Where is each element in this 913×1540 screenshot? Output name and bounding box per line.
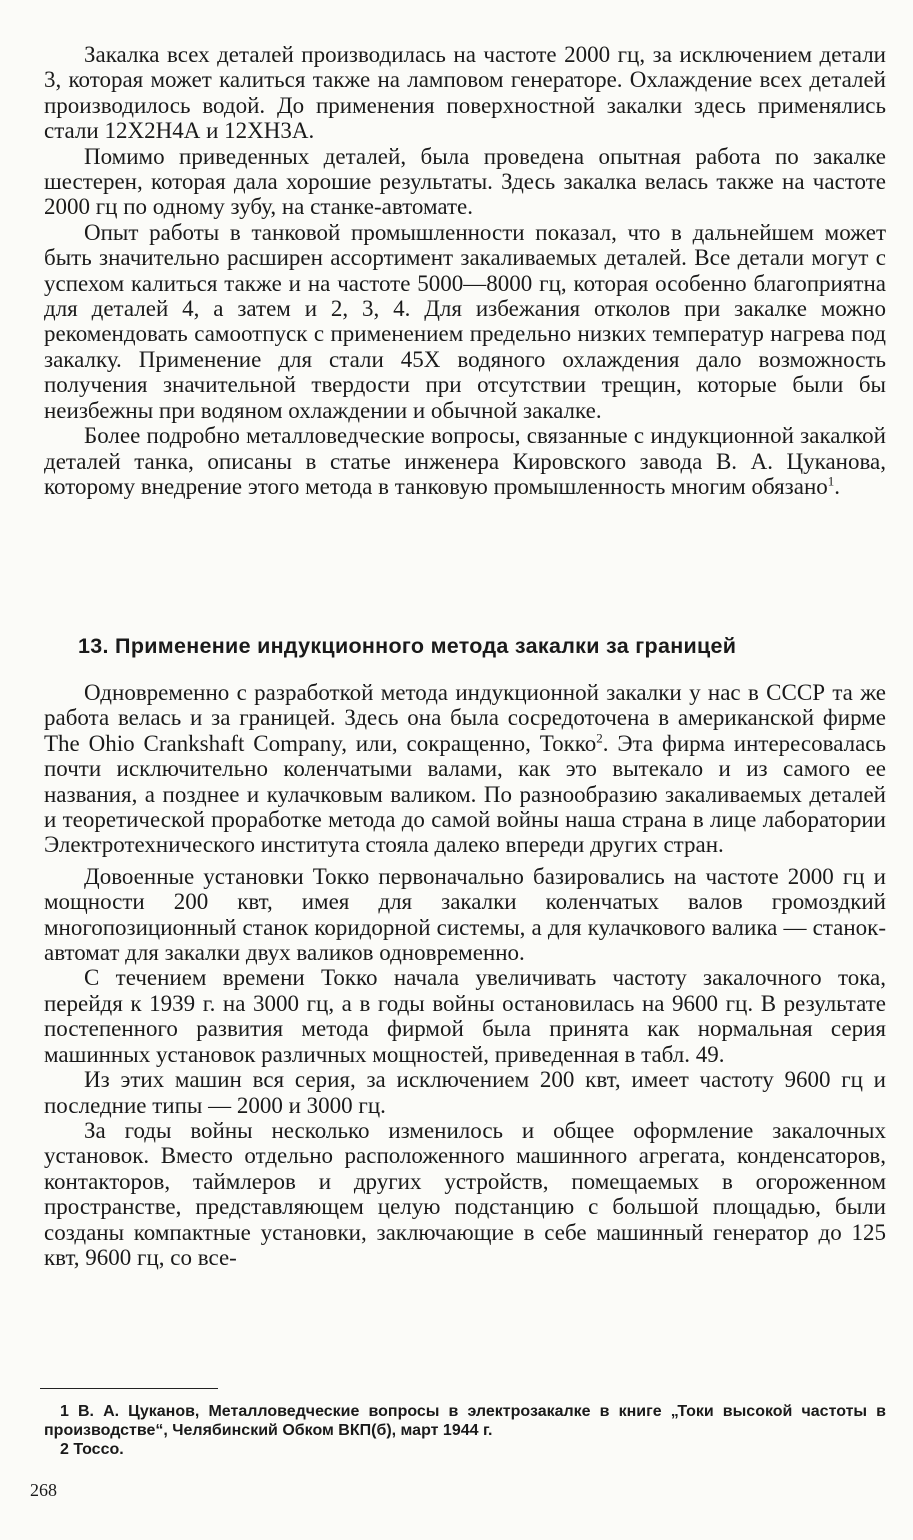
- footnote-ref-2[interactable]: 2: [596, 730, 603, 746]
- paragraph-series: Из этих машин вся серия, за исключением 200 квт, имеет частоту 9600 гц и последние типы — 2000 и 3000 гц.: [44, 1067, 886, 1118]
- body-bottom: [44, 680, 886, 1270]
- page-number: 268: [30, 1480, 57, 1500]
- footnote-1: 1 В. А. Цуканов, Металловедческие вопросы в электрозакалке в книге „Токи высокой частоты в производстве“, Челябинский Обком ВКП(б), март 1944 г.: [44, 1403, 886, 1439]
- footnote-ref-1[interactable]: 1: [827, 473, 835, 489]
- paragraph-tokko-text-a: Одновременно с разработкой метода индукционной закалки у нас в СССР та же работа велась и за границей. Здесь она была сосредоточена в американской фирме The Ohio Crankshaft Company, или, сокращенно, Токко: [44, 680, 886, 756]
- paragraph-frequency: С течением времени Токко начала увеличивать частоту закалочного тока, перейдя к 1939 г. на 3000 гц, а в годы войны остановилась на 9600 гц. В результате постепенного развития метода фирмой была принята как нормальная серия машинных установок различных мощностей, приведенная в табл. 49.: [44, 965, 886, 1067]
- paragraph-wartime: За годы войны несколько изменилось и общее оформление закалочных установок. Вместо отдельно расположенного машинного агрегата, конденсаторов, контакторов, таймлеров и других устройств, помещаемых в огороженном пространстве, представляющем целую подстанцию с большой площадью, были созданы компактные установки, заключающие в себе машинный генератор до 125 квт, 9600 гц, со все-: [44, 1117, 886, 1270]
- section-title: 13. Применение индукционного метода закалки за границей: [78, 634, 737, 658]
- paragraph-1: Закалка всех деталей производилась на частоте 2000 гц, за исключением детали 3, которая может калиться также на ламповом генераторе. Охлаждение всех деталей производилось водой. До применения поверхностной закалки здесь применялись стали 12Х2Н4А и 12ХН3А.: [44, 42, 886, 144]
- paragraph-2: Помимо приведенных деталей, была проведена опытная работа по закалке шестерен, которая дала хорошие результаты. Здесь закалка велась также на частоте 2000 гц по одному зубу, на станке-автомате.: [44, 143, 886, 220]
- body-top: [44, 42, 886, 499]
- paragraph-4: Более подробно металловедческие вопросы, связанные с индукционной закалкой деталей танка, описаны в статье инженера Кировского завода В. А. Цуканова, которому внедрение этого метода в танковую промышленность многим обязано$^1$.: [44, 423, 886, 499]
- paragraph-tokko-text-b: . Эта фирма интересовалась почти исключительно коленчатыми валами, как это вытекало и из самого ее названия, а позднее и кулачковым валиком. По разнообразию закаливаемых деталей и теоретической проработке метода до самой войны наша страна в лице лаборатории Электротехнического института стояла далеко впереди других стран.: [44, 730, 886, 858]
- footnotes: [44, 1402, 886, 1459]
- paragraph-tokko: [44, 680, 886, 858]
- paragraph-3: Опыт работы в танковой промышленности показал, что в дальнейшем может быть значительно расширен ассортимент закаливаемых деталей. Все детали могут с успехом калиться также и на частоте 5000—8000 гц, которая особенно благоприятна для деталей 4, а затем и 2, 3, 4. Для избежания отколов при закалке можно рекомендовать самоотпуск с применением предельно низких температур нагрева под закалку. Применение для стали 45Х водяного охлаждения дало возможность получения значительной твердости при отсутствии трещин, которые были бы неизбежны при водяном охлаждении и обычной закалке.: [44, 219, 886, 423]
- paragraph-4-text: Более подробно металловедческие вопросы, связанные с индукционной закалкой деталей танка, описаны в статье инженера Кировского завода В. А. Цуканова, которому внедрение этого метода в танковую промышленность многим обязано: [44, 423, 886, 499]
- paragraph-prewar: Довоенные установки Токко первоначально базировались на частоте 2000 гц и мощности 200 квт, имея для закалки коленчатых валов громоздкий многопозиционный станок коридорной системы, а для кулачкового валика — станок-автомат для закалки двух валиков одновременно.: [44, 863, 886, 966]
- section-heading-block: [44, 632, 886, 660]
- footnote-divider: [40, 1388, 218, 1389]
- footnote-2: 2 Тоссо.: [60, 1441, 124, 1458]
